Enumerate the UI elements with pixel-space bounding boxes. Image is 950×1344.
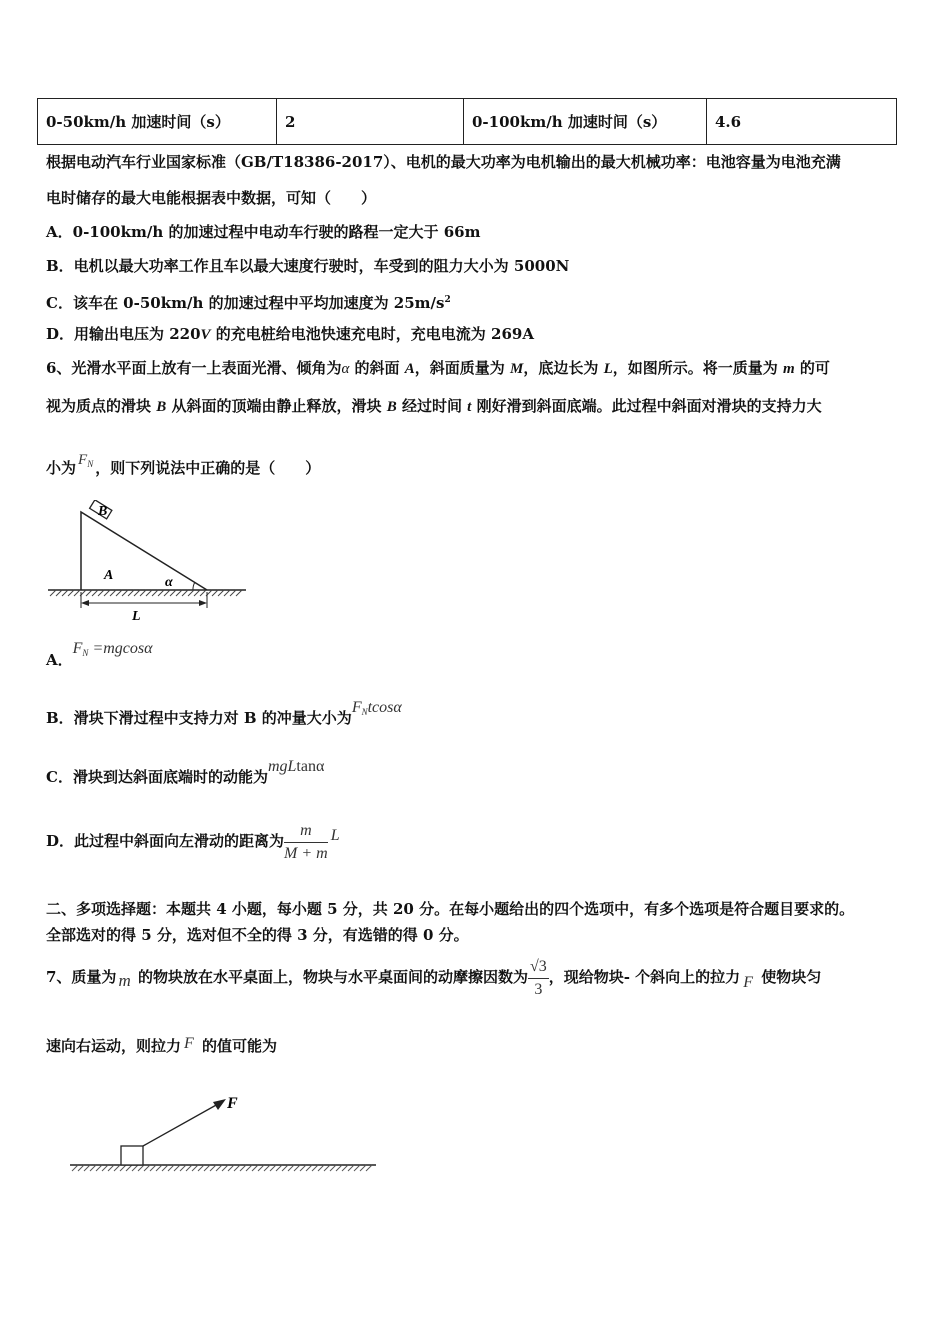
option-text: D．此过程中斜面向左滑动的距离为 [46,832,285,850]
q5-option-c-text: C．该车在 0-50km/h 的加速过程中平均加速度为 25m/s [46,294,445,312]
q6-option-d [46,817,340,866]
var-M: M [510,361,524,377]
force-arrow-head [213,1099,226,1110]
q6-stem-line3 [46,452,321,483]
q5-option-b: B．电机以最大功率工作且车以最大速度行驶时，车受到的阻力大小为 5000N [46,257,570,275]
q6-text: 刚好滑到斜面底端。此过程中斜面对滑块的支持力大 [471,397,822,415]
fraction-numerator: m [284,822,328,843]
q7-text: ，现给物块- 个斜向上的拉力 [548,968,741,986]
var-F: F [743,974,753,991]
var-F: F [78,452,88,468]
var-B: B [386,399,397,415]
q7-text: 速向右运动，则拉力 [46,1037,182,1055]
var-N-sub: N [87,459,94,469]
table-row [38,99,897,145]
var-t: t [467,399,472,415]
q5-option-a: A．0-100km/h 的加速过程中电动车行驶的路程一定大于 66m [46,223,481,241]
fraction-numerator: √3 [528,958,549,979]
q6-stem-line2 [46,396,822,417]
var-L: L [603,361,613,377]
q6-text: 经过时间 [396,397,468,415]
q6-text: 视为质点的滑块 [46,397,157,415]
fraction [284,822,328,863]
q5-option-c [46,290,451,313]
var-m: m [118,971,131,990]
var-m: m [783,361,795,377]
q5-option-d-text: D．用输出电压为 220 [46,325,201,343]
var-F: F [72,640,83,657]
q5-option-d [46,324,534,345]
q7-stem-line1 [46,953,821,1002]
formula: =mgcosα [88,640,153,657]
q7-text: 的值可能为 [196,1037,278,1055]
var-alpha: α [341,361,350,377]
fig-label-alpha: α [165,575,173,590]
section2-line2: 全部选对的得 5 分，选对但不全的得 3 分，有选错的得 0 分。 [46,926,469,944]
var-A: A [404,361,415,377]
q5-stem-line2: 电时储存的最大电能根据表中数据，可知（ ） [46,189,377,207]
table-cell: 0-100km/h 加速时间（s） [464,99,707,145]
q7-stem-line2 [46,1036,277,1057]
q6-text: ，如图所示。将一质量为 [612,359,784,377]
block [121,1146,143,1165]
incline-figure [44,500,254,625]
q7-text: 的物块放在水平桌面上，物块与水平桌面间的动摩擦因数为 [132,968,528,986]
var-F: F [184,1035,194,1052]
var-B: B [156,399,167,415]
table-cell: 0-50km/h 加速时间（s） [38,99,277,145]
table-cell: 2 [277,99,464,145]
var-N-sub: N [82,648,89,658]
q6-text: ，底边长为 [523,359,604,377]
q7-text: 7、质量为 [46,968,117,986]
spec-table [37,98,897,145]
fig-label-F: F [227,1095,238,1112]
fig-label-A: A [104,568,114,583]
fraction-denominator: M + m [284,844,328,862]
formula: tcosα [367,699,402,716]
var-V: V [200,327,211,343]
fig-label-B: B [98,504,108,519]
q6-stem-line1 [46,358,830,379]
dim-arrow-left [81,600,89,606]
q6-text: 从斜面的顶端由静止释放，滑块 [166,397,387,415]
q6-text: 的斜面 [349,359,405,377]
q6-text: ，则下列说法中正确的是（ ） [95,459,321,477]
q6-text: 的可 [794,359,830,377]
dim-arrow-right [199,600,207,606]
q5-option-c-sup: 2 [444,295,451,305]
angle-arc [193,582,195,590]
var-F: F [351,699,362,716]
q6-text: 6、光滑水平面上放有一上表面光滑、倾角为 [46,359,342,377]
q6-text: 小为 [46,459,77,477]
fraction-mu [528,958,549,999]
var-N-sub: N [361,707,368,717]
block-force-figure [66,1088,381,1178]
option-label: A． [46,651,73,669]
formula: mgL [267,758,297,775]
incline-wedge [81,512,207,590]
formula: tanα [296,758,325,775]
q7-text: 使物块匀 [755,968,822,986]
option-text: B．滑块下滑过程中支持力对 B 的冲量大小为 [46,709,352,727]
q5-stem-line1: 根据电动汽车行业国家标准（GB/T18386-2017）、电机的最大功率为电机输出的最大机械功率：电池容量为电池充满 [46,153,841,171]
fig-label-L: L [132,609,141,624]
option-text: C．滑块到达斜面底端时的动能为 [46,768,268,786]
ground-hatching [72,1165,372,1171]
section2-line1: 二、多项选择题：本题共 4 小题，每小题 5 分，共 20 分。在每小题给出的四个选项中，有多个选项是符合题目要求的。 [46,900,855,918]
q6-option-c [46,758,325,788]
fraction-denominator: 3 [534,980,543,998]
ground-hatching [50,590,242,596]
table-cell: 4.6 [707,99,897,145]
q6-text: ，斜面质量为 [414,359,511,377]
var-L: L [330,827,340,844]
force-arrow-line [143,1104,218,1146]
q5-option-d-text2: 的充电桩给电池快速充电时，充电电流为 269A [210,325,534,343]
